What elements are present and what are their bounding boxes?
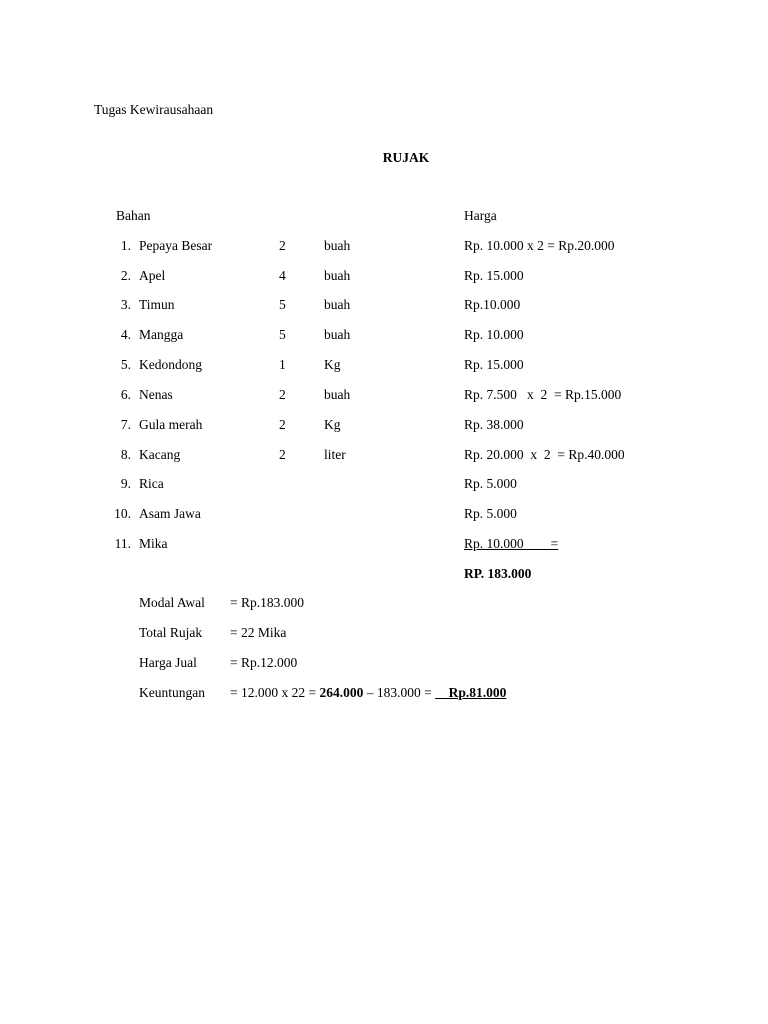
item-name: Kedondong	[139, 357, 202, 372]
item-unit: buah	[324, 297, 351, 312]
item-number: 8.	[120, 447, 131, 462]
item-name: Apel	[139, 268, 166, 283]
item-name: Rica	[139, 476, 164, 491]
list-item	[0, 506, 768, 522]
item-number: 11.	[114, 536, 131, 551]
gross-revenue: 264.000	[319, 685, 364, 700]
item-unit: liter	[324, 447, 346, 462]
item-unit: buah	[324, 268, 351, 283]
list-item	[0, 476, 768, 492]
item-price: Rp. 10.000 x 2 = Rp.20.000	[464, 238, 615, 253]
item-number: 6.	[120, 387, 131, 402]
list-item	[0, 268, 768, 284]
item-number: 1.	[120, 238, 131, 253]
item-number: 5.	[120, 357, 131, 372]
item-price: Rp. 15.000	[464, 357, 524, 372]
item-quantity: 5	[279, 327, 286, 342]
summary-value: = Rp.12.000	[230, 655, 298, 670]
list-item	[0, 327, 768, 343]
item-number: 4.	[120, 327, 131, 342]
summary-value: = 22 Mika	[230, 625, 287, 640]
item-unit: Kg	[324, 357, 341, 372]
list-item	[0, 297, 768, 313]
item-quantity: 5	[279, 297, 286, 312]
column-header-harga: Harga	[464, 208, 497, 223]
item-name: Nenas	[139, 387, 173, 402]
profit-formula: = 12.000 x 22 =	[230, 685, 320, 700]
net-profit: Rp.81.000	[435, 685, 507, 700]
item-quantity: 1	[279, 357, 286, 372]
summary-label: Total Rujak	[139, 625, 203, 640]
summary-row-keuntungan	[0, 685, 768, 701]
item-quantity: 2	[279, 417, 286, 432]
item-name: Timun	[139, 297, 175, 312]
item-number: 3.	[120, 297, 131, 312]
item-quantity: 2	[279, 387, 286, 402]
list-item	[0, 417, 768, 433]
summary-label: Modal Awal	[139, 595, 205, 610]
item-name: Mika	[139, 536, 168, 551]
item-price: Rp. 10.000 =	[464, 536, 559, 551]
item-price: Rp. 7.500 x 2 = Rp.15.000	[464, 387, 622, 402]
item-price: Rp. 38.000	[464, 417, 524, 432]
profit-calculation	[230, 685, 506, 701]
course-heading: Tugas Kewirausahaan	[94, 102, 214, 117]
item-price: Rp. 15.000	[464, 268, 524, 283]
list-item	[0, 387, 768, 403]
item-number: 2.	[120, 268, 131, 283]
item-unit: Kg	[324, 417, 341, 432]
item-unit: buah	[324, 387, 351, 402]
item-price: Rp.10.000	[464, 297, 521, 312]
item-unit: buah	[324, 327, 351, 342]
summary-row-harga-jual	[0, 655, 768, 671]
summary-label: Keuntungan	[139, 685, 205, 700]
summary-row-total-rujak	[0, 625, 768, 641]
list-item	[0, 238, 768, 254]
list-item	[0, 357, 768, 373]
item-quantity: 2	[279, 238, 286, 253]
summary-value: = Rp.183.000	[230, 595, 304, 610]
item-price: Rp. 5.000	[464, 506, 517, 521]
item-price: Rp. 20.000 x 2 = Rp.40.000	[464, 447, 625, 462]
column-header-bahan: Bahan	[116, 208, 151, 223]
item-price: Rp. 5.000	[464, 476, 517, 491]
total-price: RP. 183.000	[464, 566, 532, 581]
item-price: Rp. 10.000	[464, 327, 524, 342]
item-number: 10.	[114, 506, 131, 521]
list-item	[0, 447, 768, 463]
item-name: Asam Jawa	[139, 506, 201, 521]
item-name: Gula merah	[139, 417, 203, 432]
item-name: Mangga	[139, 327, 184, 342]
document-title: RUJAK	[382, 150, 430, 165]
item-number: 7.	[120, 417, 131, 432]
item-quantity: 4	[279, 268, 286, 283]
item-quantity: 2	[279, 447, 286, 462]
list-item	[0, 536, 768, 552]
summary-row-modal-awal	[0, 595, 768, 611]
profit-subtraction: – 183.000 =	[363, 685, 436, 700]
item-number: 9.	[120, 476, 131, 491]
item-name: Pepaya Besar	[139, 238, 213, 253]
item-name: Kacang	[139, 447, 181, 462]
summary-label: Harga Jual	[139, 655, 197, 670]
item-unit: buah	[324, 238, 351, 253]
